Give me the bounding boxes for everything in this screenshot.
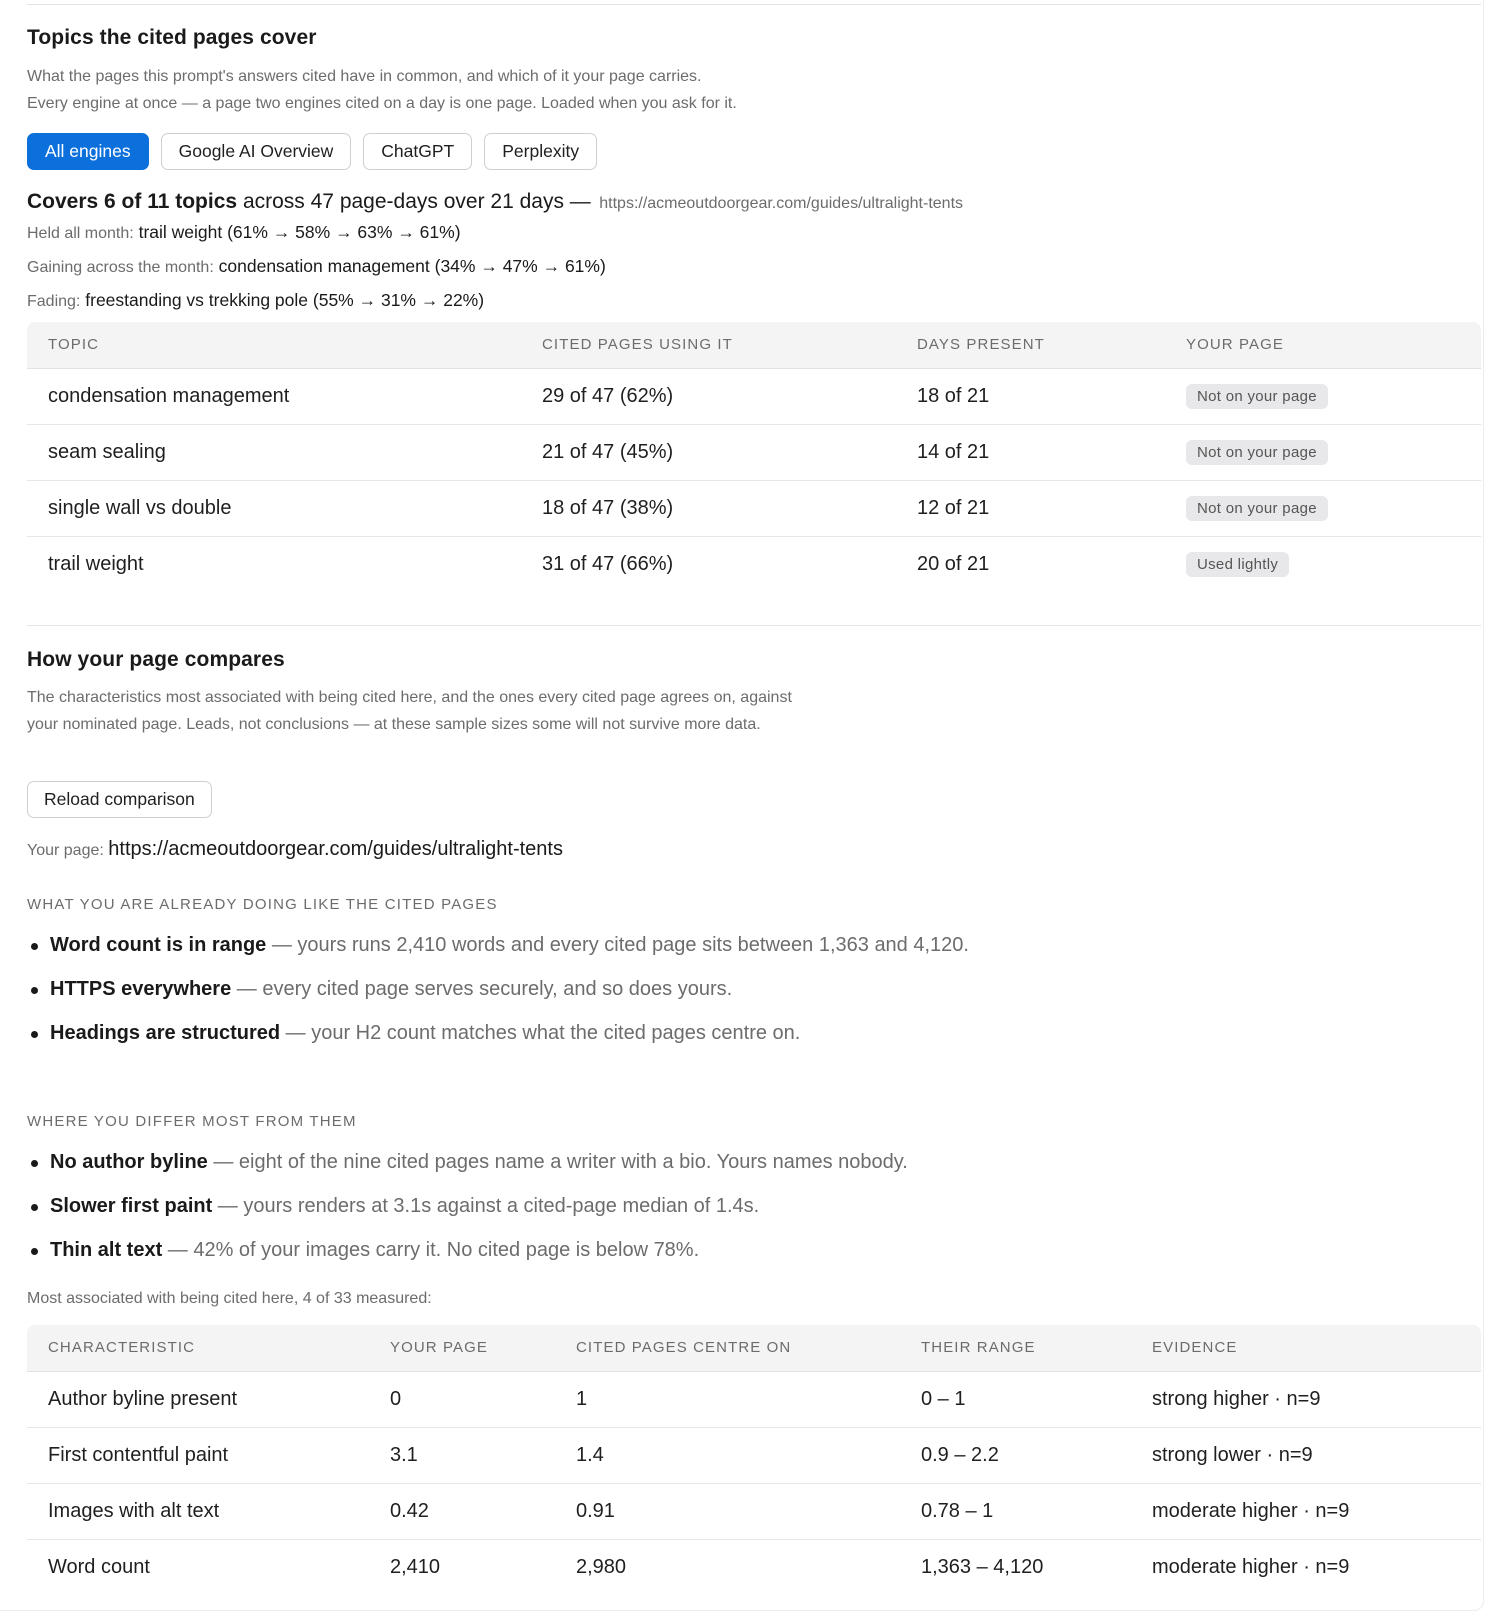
item-strong: HTTPS everywhere — [50, 978, 232, 1000]
status-badge: Not on your page — [1186, 440, 1328, 465]
tab-google-ai-overview[interactable]: Google AI Overview — [161, 133, 352, 170]
trend-fading-value: freestanding vs trekking pole (55% → 31% → 22%) — [85, 290, 485, 310]
coverage-summary — [27, 190, 963, 214]
status-badge: Not on your page — [1186, 384, 1328, 409]
coverage-detail: across 47 page-days over 21 days — — [242, 190, 591, 213]
bullet-icon — [31, 1031, 38, 1038]
col-days-present: DAYS PRESENT — [896, 322, 1165, 368]
bullet-icon — [31, 987, 38, 994]
compare-title: How your page compares — [27, 648, 285, 671]
col-centre-on: CITED PAGES CENTRE ON — [555, 1325, 900, 1371]
topic-name: condensation management — [27, 368, 521, 424]
char-range: 0 – 1 — [900, 1371, 1131, 1427]
characteristics-table-header — [27, 1325, 1481, 1371]
topics-desc-line1: What the pages this prompt's answers cited have in common, and which of it your page carries. — [27, 68, 702, 85]
list-item — [27, 1190, 987, 1223]
item-text: — eight of the nine cited pages name a writer with a bio. Yours names nobody. — [207, 1151, 908, 1173]
list-item — [27, 1017, 987, 1050]
item-text: — yours runs 2,410 words and every cited page sits between 1,363 and 4,120. — [266, 934, 969, 956]
col-evidence: EVIDENCE — [1131, 1325, 1481, 1371]
char-name: Images with alt text — [27, 1483, 369, 1539]
table-row — [27, 1371, 1481, 1427]
topic-name: single wall vs double — [27, 480, 521, 536]
char-centre: 2,980 — [576, 1555, 627, 1578]
topic-cited: 31 of 47 (66%) — [542, 552, 674, 575]
engine-tabs — [27, 133, 597, 170]
tab-chatgpt[interactable]: ChatGPT — [363, 133, 472, 170]
already-list — [27, 929, 987, 1061]
topic-days: 18 of 21 — [896, 368, 1165, 424]
char-centre: 1 — [555, 1371, 900, 1427]
topics-description — [27, 63, 927, 117]
topic-name: seam sealing — [27, 424, 521, 480]
item-strong: Slower first paint — [50, 1195, 213, 1217]
trend-held — [27, 222, 461, 243]
most-associated-label: Most associated with being cited here, 4 of 33 measured: — [27, 1290, 432, 1307]
topic-cited: 18 of 47 (38%) — [521, 480, 896, 536]
bullet-icon — [31, 943, 38, 950]
tab-all-engines[interactable]: All engines — [27, 133, 149, 170]
your-page-url: https://acmeoutdoorgear.com/guides/ultralight-tents — [108, 838, 563, 860]
char-evidence: moderate higher · n=9 — [1152, 1555, 1350, 1578]
char-centre: 0.91 — [555, 1483, 900, 1539]
top-divider — [27, 4, 1481, 5]
coverage-url: https://acmeoutdoorgear.com/guides/ultralight-tents — [599, 195, 964, 212]
char-evidence: strong higher · n=9 — [1131, 1371, 1481, 1427]
your-page-line — [27, 838, 563, 861]
trend-gaining-label: Gaining across the month: — [27, 259, 214, 276]
list-item — [27, 1234, 987, 1267]
char-name: Word count — [48, 1555, 150, 1578]
char-name: Author byline present — [27, 1371, 369, 1427]
compare-description: The characteristics most associated with being cited here, and the ones every cited page agrees on, against your nominated page. Leads, not conclusions — at these sample sizes some will not survive more data. — [27, 689, 792, 733]
table-row — [27, 368, 1481, 424]
item-text: — yours renders at 3.1s against a cited-page median of 1.4s. — [212, 1195, 760, 1217]
item-strong: Thin alt text — [50, 1239, 163, 1261]
characteristics-table — [27, 1325, 1481, 1595]
already-heading: WHAT YOU ARE ALREADY DOING LIKE THE CITED PAGES — [27, 896, 498, 913]
table-row — [27, 1427, 1481, 1483]
item-strong: Headings are structured — [50, 1022, 281, 1044]
table-row — [27, 536, 1481, 592]
table-row — [27, 1539, 1481, 1595]
char-yours: 3.1 — [369, 1427, 555, 1483]
trend-fading — [27, 290, 484, 311]
topics-desc-line2: Every engine at once — a page two engines cited on a day is one page. Loaded when you ask for it. — [27, 95, 737, 112]
trend-held-value: trail weight (61% → 58% → 63% → 61%) — [138, 222, 461, 242]
char-range: 0.9 – 2.2 — [900, 1427, 1131, 1483]
char-centre: 1.4 — [555, 1427, 900, 1483]
item-strong: No author byline — [50, 1151, 208, 1173]
status-badge: Used lightly — [1186, 552, 1289, 577]
list-item — [27, 1146, 987, 1179]
topic-days: 12 of 21 — [896, 480, 1165, 536]
topics-title: Topics the cited pages cover — [27, 26, 317, 49]
table-row — [27, 480, 1481, 536]
differ-list — [27, 1146, 987, 1278]
col-topic: TOPIC — [27, 322, 521, 368]
char-range: 0.78 – 1 — [900, 1483, 1131, 1539]
list-item — [27, 973, 987, 1006]
your-page-label: Your page: — [27, 842, 104, 859]
bullet-icon — [31, 1160, 38, 1167]
item-text: — 42% of your images carry it. No cited page is below 78%. — [162, 1239, 700, 1261]
item-text: — your H2 count matches what the cited pages centre on. — [280, 1022, 801, 1044]
topic-days: 14 of 21 — [896, 424, 1165, 480]
char-yours: 0.42 — [369, 1483, 555, 1539]
char-name: First contentful paint — [27, 1427, 369, 1483]
topics-table-header — [27, 322, 1481, 368]
char-yours: 0 — [369, 1371, 555, 1427]
col-their-range: THEIR RANGE — [900, 1325, 1131, 1371]
topic-name: trail weight — [48, 552, 144, 575]
char-evidence: moderate higher · n=9 — [1131, 1483, 1481, 1539]
col-cited-pages: CITED PAGES USING IT — [521, 322, 896, 368]
coverage-count: Covers 6 of 11 topics — [27, 190, 238, 213]
topic-days: 20 of 21 — [917, 552, 990, 575]
trend-held-label: Held all month: — [27, 225, 134, 242]
tab-perplexity[interactable]: Perplexity — [484, 133, 597, 170]
topic-cited: 29 of 47 (62%) — [521, 368, 896, 424]
table-row — [27, 1483, 1481, 1539]
table-row — [27, 424, 1481, 480]
differ-heading: WHERE YOU DIFFER MOST FROM THEM — [27, 1113, 357, 1130]
topic-cited: 21 of 47 (45%) — [521, 424, 896, 480]
col-characteristic: CHARACTERISTIC — [27, 1325, 369, 1371]
section-divider — [27, 625, 1481, 626]
item-text: — every cited page serves securely, and so does yours. — [231, 978, 733, 1000]
reload-comparison-button[interactable]: Reload comparison — [27, 781, 212, 818]
char-range: 1,363 – 4,120 — [921, 1555, 1044, 1578]
list-item — [27, 929, 987, 962]
char-yours: 2,410 — [390, 1555, 441, 1578]
col-your-page: YOUR PAGE — [369, 1325, 555, 1371]
col-your-page: YOUR PAGE — [1165, 322, 1481, 368]
trend-gaining-value: condensation management (34% → 47% → 61%) — [218, 256, 606, 276]
item-strong: Word count is in range — [50, 934, 267, 956]
trend-gaining — [27, 256, 606, 277]
bullet-icon — [31, 1248, 38, 1255]
bullet-icon — [31, 1204, 38, 1211]
trend-fading-label: Fading: — [27, 293, 81, 310]
topics-table — [27, 322, 1481, 592]
char-evidence: strong lower · n=9 — [1131, 1427, 1481, 1483]
status-badge: Not on your page — [1186, 496, 1328, 521]
